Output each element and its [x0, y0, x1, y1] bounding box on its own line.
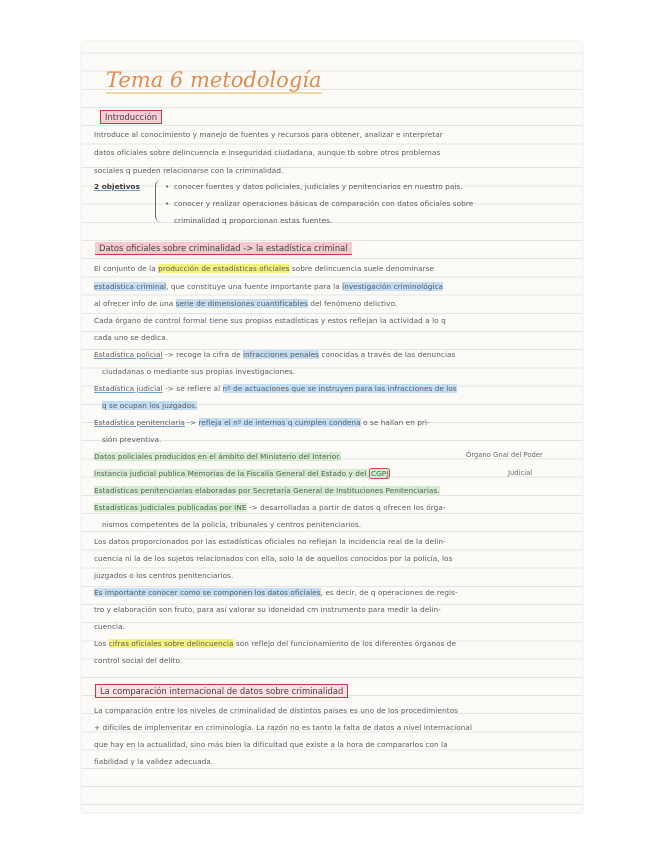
intro-line-2: datos oficiales sobre delincuencia e inseguridad ciudadana, aunque tb sobre otros problemas: [94, 148, 441, 157]
official-line-5: cada uno se dedica.: [94, 333, 169, 342]
objectives-label: 2 objetivos: [94, 182, 140, 191]
official-line-14: Estadísticas penitenciarias elaboradas por Secretaría General de Instituciones Penitenciarias.: [94, 486, 440, 495]
section-heading-international: La comparación internacional de datos sobre criminalidad: [95, 684, 348, 698]
official-line-18: cuencia ni la de los sujetos relacionados con ella, solo la de aquellos conocidos por la policía, los: [94, 554, 453, 563]
official-line-7: ciudadanas o mediante sus propias investigaciones.: [102, 367, 296, 376]
official-line-9: q se ocupan los juzgados.: [102, 401, 198, 410]
international-line-2: + difíciles de implementar en criminología. La razón no es tanto la falta de datos a nivel internacional: [94, 723, 473, 732]
official-line-11: sión preventiva.: [102, 435, 162, 444]
official-line-21: tro y elaboración son fruto, para así valorar su idoneidad cm instrumento para medir la delin-: [94, 605, 441, 614]
bullet-icon: •: [165, 182, 170, 191]
official-line-8: Estadística judicial -> se refiere al nº de actuaciones que se instruyen para las infracciones de los: [94, 384, 457, 393]
notebook-page: [82, 42, 582, 812]
official-line-16: nismos competentes de la policía, tribunales y centros penitenciarios.: [102, 520, 362, 529]
official-line-12: Datos policiales producidos en el ámbito del Ministerio del Interior.: [94, 452, 342, 461]
official-line-17: Los datos proporcionados por las estadísticas oficiales no reflejan la incidencia real de la delin-: [94, 537, 446, 546]
intro-line-1: Introduce al conocimiento y manejo de fuentes y recursos para obtener, analizar e interpretar: [94, 130, 443, 139]
section-heading-intro: Introducción: [100, 110, 162, 124]
objective-1: conocer fuentes y datos policiales, judiciales y penitenciarios en nuestro país.: [174, 182, 463, 191]
intro-line-3: sociales q pueden relacionarse con la criminalidad.: [94, 166, 284, 175]
international-line-1: La comparación entre los niveles de criminalidad de distintos países es uno de los procedimientos: [94, 706, 459, 715]
official-line-3: al ofrecer info de una serie de dimensiones cuantificables del fenómeno delictivo.: [94, 299, 398, 308]
official-line-15: Estadísticas judiciales publicadas por INE -> desarrolladas a partir de datos q ofrecen los órga-: [94, 503, 446, 512]
official-line-22: cuencia.: [94, 622, 125, 631]
section-heading-official-data: Datos oficiales sobre criminalidad -> la estadística criminal: [95, 242, 352, 255]
objective-2: conocer y realizar operaciones básicas de comparación con datos oficiales sobre: [174, 199, 474, 208]
official-line-19: juzgados o los centros penitenciarios.: [94, 571, 234, 580]
official-line-1: El conjunto de la producción de estadísticas oficiales sobre delincuencia suele denominarse: [94, 264, 435, 273]
official-line-10: Estadística penitenciaria -> refleja el nº de internos q cumplen condena o se hallan en pri-: [94, 418, 430, 427]
official-line-24: control social del delito.: [94, 656, 183, 665]
bullet-icon: •: [165, 199, 170, 208]
official-line-13: Instancia judicial publica Memorias de la Fiscalía General del Estado y del CGPJ: [94, 469, 389, 478]
official-line-6: Estadística policial -> recoge la cifra de infracciones penales conocidas a través de las denuncias: [94, 350, 456, 359]
margin-note-judicial: Judicial: [508, 469, 533, 477]
margin-note-organo: Órgano Gnal del Poder: [466, 451, 543, 459]
international-line-4: fiabilidad y la validez adecuada.: [94, 757, 214, 766]
official-line-23: Los cifras oficiales sobre delincuencia son reflejo del funcionamiento de los diferentes órganos de: [94, 639, 457, 648]
official-line-2: estadística criminal, que constituye una fuente importante para la investigación criminológica: [94, 282, 444, 291]
official-line-20: Es importante conocer como se componen los datos oficiales, es decir, de q operaciones de regis-: [94, 588, 458, 597]
objective-2-cont: criminalidad q proporcionan estas fuentes.: [174, 216, 333, 225]
international-line-3: que hay en la actualidad, sino más bien la dificultad que existe a la hora de compararlos con la: [94, 740, 448, 749]
page-title: Tema 6 metodología: [106, 68, 322, 92]
objectives-brace: [155, 180, 162, 222]
official-line-4: Cada órgano de control formal tiene sus propias estadísticas y estos reflejan la actividad a lo q: [94, 316, 446, 325]
